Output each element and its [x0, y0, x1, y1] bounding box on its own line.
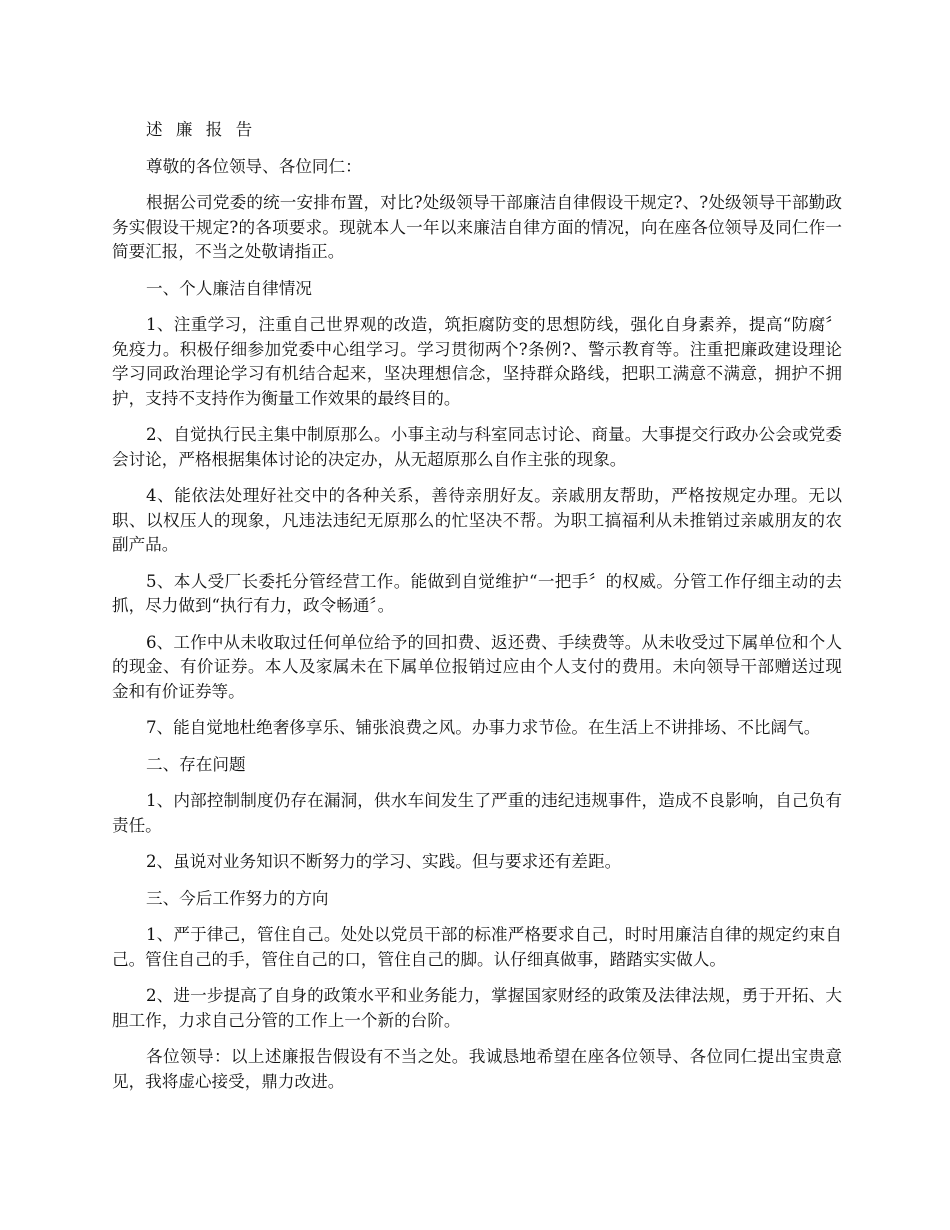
section-heading-3: 三、今后工作努力的方向	[146, 888, 329, 908]
section2-item-2: 2、虽说对业务知识不断努力的学习、实践。但与要求还有差距。	[146, 852, 622, 871]
section-heading-1: 一、个人廉洁自律情况	[146, 278, 312, 298]
salutation: 尊敬的各位领导、各位同仁：	[146, 156, 362, 176]
section1-item-5: 5、本人受厂长委托分管经营工作。能做到自觉维护“一把手〞的权威。分管工作仔细主动的去抓，尽力做到“执行有力，政令畅通〞。	[112, 571, 842, 615]
closing-paragraph: 各位领导：以上述廉报告假设有不当之处。我诚恳地希望在座各位领导、各位同仁提出宝贵意见，我将虚心接受，鼎力改进。	[112, 1047, 842, 1091]
section-heading-2: 二、存在问题	[146, 754, 246, 774]
document-title: 述 廉 报 告	[146, 120, 257, 139]
section3-item-2: 2、进一步提高了自身的政策水平和业务能力，掌握国家财经的政策及法律法规，勇于开拓、大胆工作，力求自己分管的工作上一个新的台阶。	[112, 986, 842, 1030]
document-page	[112, 118, 842, 1106]
section2-item-1: 1、内部控制制度仍存在漏洞，供水车间发生了严重的违纪违规事件，造成不良影响，自己负有责任。	[112, 791, 842, 835]
intro-paragraph: 根据公司党委的统一安排布置，对比?处级领导干部廉洁自律假设干规定?、?处级领导干部勤政务实假设干规定?的各项要求。现就本人一年以来廉洁自律方面的情况，向在座各位领导及同仁作一简要汇报，不当之处敬请指正。	[112, 193, 842, 261]
section1-item-7: 7、能自觉地杜绝奢侈享乐、铺张浪费之风。办事力求节俭。在生活上不讲排场、不比阔气。	[146, 718, 821, 737]
section1-item-6: 6、工作中从未收取过任何单位给予的回扣费、返还费、手续费等。从未收受过下属单位和个人的现金、有价证券。本人及家属未在下属单位报销过应由个人支付的费用。未向领导干部赠送过现金和有价证券等。	[112, 632, 842, 701]
section1-item-1: 1、注重学习，注重自己世界观的改造，筑拒腐防变的思想防线，强化自身素养，提高“防腐〞免疫力。积极仔细参加党委中心组学习。学习贯彻两个?条例?、警示教育等。注重把廉政建设理论学习同政治理论学习有机结合起来，坚决理想信念，坚持群众路线，把职工满意不满意，拥护不拥护，支持不支持作为衡量工作效果的最终目的。	[112, 315, 842, 408]
section1-item-4: 4、能依法处理好社交中的各种关系，善待亲朋好友。亲戚朋友帮助，严格按规定办理。无以职、以权压人的现象，凡违法违纪无原那么的忙坚决不帮。为职工搞福利从未推销过亲戚朋友的农副产品。	[112, 486, 842, 554]
section1-item-2: 2、自觉执行民主集中制原那么。小事主动与科室同志讨论、商量。大事提交行政办公会或党委会讨论，严格根据集体讨论的决定办，从无超原那么自作主张的现象。	[112, 425, 842, 469]
section3-item-1: 1、严于律己，管住自己。处处以党员干部的标准严格要求自己，时时用廉洁自律的规定约束自己。管住自己的手，管住自己的口，管住自己的脚。认仔细真做事，踏踏实实做人。	[112, 925, 842, 969]
